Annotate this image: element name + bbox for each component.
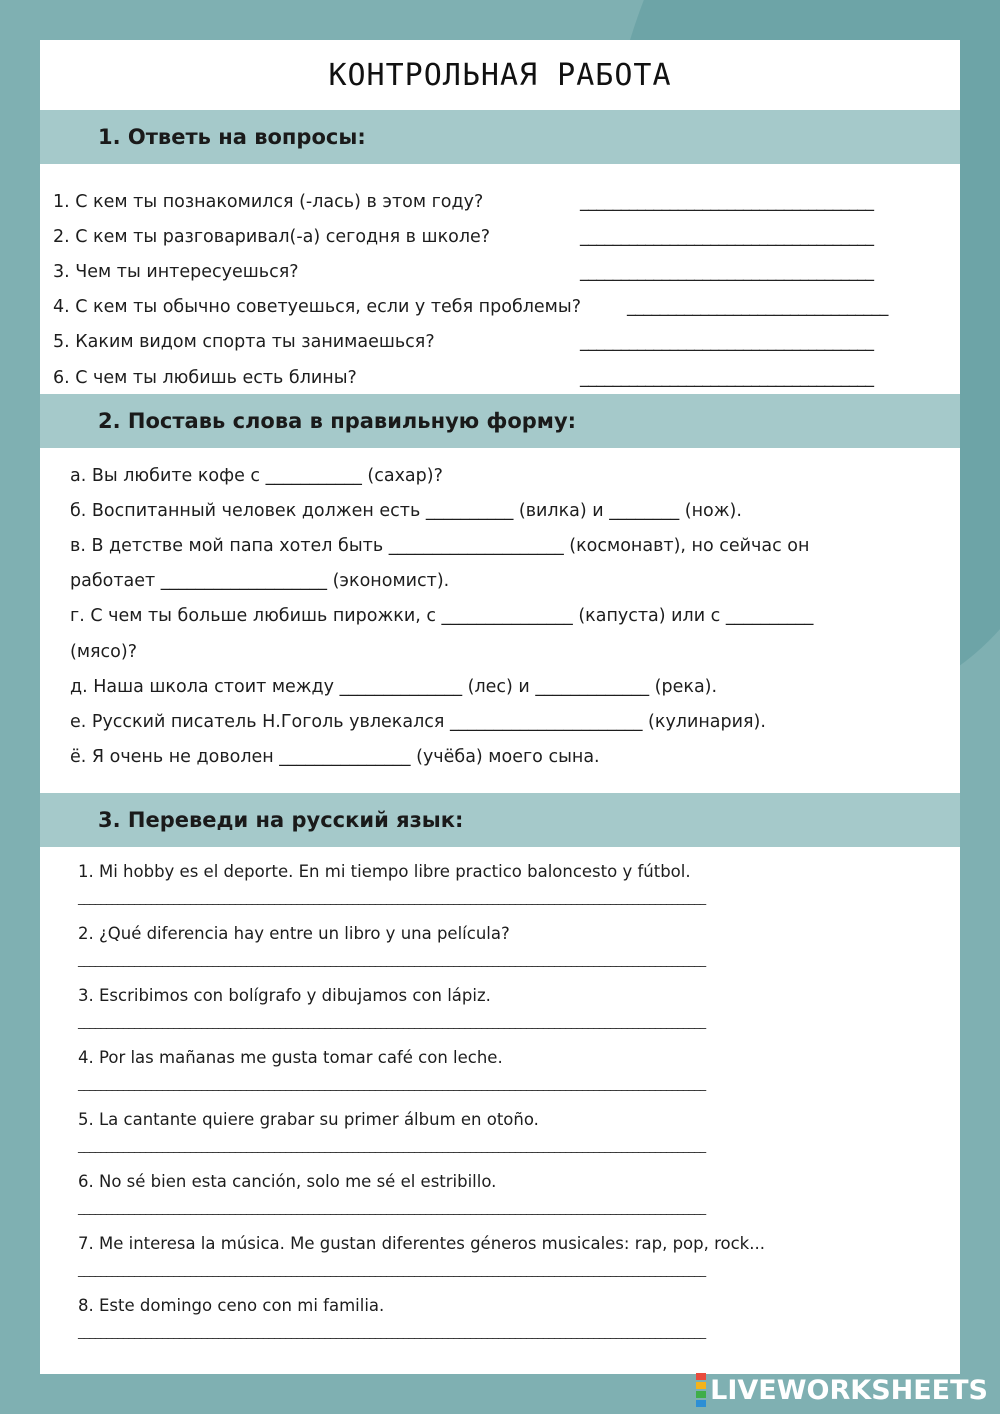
section3-translations — [40, 847, 960, 1353]
answer-line[interactable]: ________________________________________________________________________________________________________________ — [78, 891, 706, 906]
answer-blank[interactable]: ____________________________________ — [580, 367, 874, 388]
translation-item — [78, 981, 960, 1043]
question-text: 2. С кем ты разговаривал(-а) сегодня в школе? — [53, 226, 491, 247]
answer-line[interactable]: ________________________________________________________________________________________________________________ — [78, 1263, 706, 1278]
answer-line[interactable]: ________________________________________________________________________________________________________________ — [78, 1077, 706, 1092]
logo-bar-blue — [696, 1400, 706, 1407]
answer-line[interactable]: ________________________________________________________________________________________________________________ — [78, 1015, 706, 1030]
translation-item — [78, 1229, 960, 1291]
answer-blank[interactable]: ____________________________________ — [580, 226, 874, 247]
question-text: 1. С кем ты познакомился (-лась) в этом году? — [53, 191, 484, 212]
sentence-text: 3. Escribimos con bolígrafo y dibujamos con lápiz. — [78, 986, 491, 1005]
answer-blank[interactable]: ____________________________________ — [580, 332, 874, 353]
answer-line[interactable]: ________________________________________________________________________________________________________________ — [78, 1325, 706, 1340]
answer-blank[interactable]: ________________________________ — [627, 297, 888, 318]
question-row — [40, 325, 960, 360]
question-row — [40, 219, 960, 254]
translation-item — [78, 1105, 960, 1167]
question-row — [40, 290, 960, 325]
translation-item — [78, 919, 960, 981]
exercise-line[interactable]: работает ___________________ (экономист). — [70, 571, 450, 592]
answer-blank[interactable]: ____________________________________ — [580, 191, 874, 212]
question-row — [40, 184, 960, 219]
section1-heading: 1. Ответь на вопросы: — [40, 110, 960, 164]
answer-blank[interactable]: ____________________________________ — [580, 261, 874, 282]
liveworksheets-logo[interactable] — [696, 1372, 988, 1408]
question-row — [40, 254, 960, 289]
question-row — [40, 360, 960, 395]
answer-line[interactable]: ________________________________________________________________________________________________________________ — [78, 1201, 706, 1216]
exercise-line: (мясо)? — [70, 641, 138, 662]
exercise-line[interactable]: г. С чем ты больше любишь пирожки, с _______________ (капуста) или с __________ — [70, 606, 814, 627]
logo-bar-yellow — [696, 1382, 706, 1389]
section3-heading: 3. Переведи на русский язык: — [40, 793, 960, 847]
question-text: 6. С чем ты любишь есть блины? — [53, 367, 357, 388]
exercise-line[interactable]: ё. Я очень не доволен _______________ (учёба) моего сына. — [70, 747, 600, 768]
exercise-line[interactable]: е. Русский писатель Н.Гоголь увлекался ______________________ (кулинария). — [70, 711, 766, 732]
question-text: 4. С кем ты обычно советуешься, если у тебя проблемы? — [53, 297, 581, 318]
answer-line[interactable]: ________________________________________________________________________________________________________________ — [78, 1139, 706, 1154]
exercise-line[interactable]: д. Наша школа стоит между ______________ (лес) и _____________ (река). — [70, 676, 718, 697]
translation-item — [78, 1167, 960, 1229]
page-title: КОНТРОЛЬНАЯ РАБОТА — [328, 57, 672, 93]
section2-heading: 2. Поставь слова в правильную форму: — [40, 394, 960, 448]
translation-item — [78, 857, 960, 919]
sentence-text: 6. No sé bien esta canción, solo me sé el estribillo. — [78, 1172, 497, 1191]
sentence-text: 7. Me interesa la música. Me gustan diferentes géneros musicales: rap, pop, rock... — [78, 1234, 765, 1253]
sentence-text: 5. La cantante quiere grabar su primer álbum en otoño. — [78, 1110, 539, 1129]
translation-item — [78, 1043, 960, 1105]
sentence-text: 4. Por las mañanas me gusta tomar café con leche. — [78, 1048, 503, 1067]
logo-bar-green — [696, 1391, 706, 1398]
logo-mark-icon — [696, 1372, 706, 1408]
worksheet-sheet — [40, 40, 960, 1374]
question-text: 3. Чем ты интересуешься? — [53, 261, 299, 282]
translation-item — [78, 1291, 960, 1353]
sentence-text: 8. Este domingo ceno con mi familia. — [78, 1296, 385, 1315]
answer-line[interactable]: ________________________________________________________________________________________________________________ — [78, 953, 706, 968]
exercise-line[interactable]: б. Воспитанный человек должен есть __________ (вилка) и ________ (нож). — [70, 500, 742, 521]
question-text: 5. Каким видом спорта ты занимаешься? — [53, 332, 435, 353]
logo-bar-red — [696, 1373, 706, 1380]
exercise-line[interactable]: а. Вы любите кофе с ___________ (сахар)? — [70, 465, 443, 486]
section2-exercise — [40, 448, 960, 793]
logo-text: LIVEWORKSHEETS — [710, 1374, 988, 1406]
exercise-line[interactable]: в. В детстве мой папа хотел быть ____________________ (космонавт), но сейчас он — [70, 535, 810, 556]
sentence-text: 1. Mi hobby es el deporte. En mi tiempo libre practico baloncesto y fútbol. — [78, 862, 691, 881]
section1-questions — [40, 164, 960, 394]
sentence-text: 2. ¿Qué diferencia hay entre un libro y una película? — [78, 924, 510, 943]
